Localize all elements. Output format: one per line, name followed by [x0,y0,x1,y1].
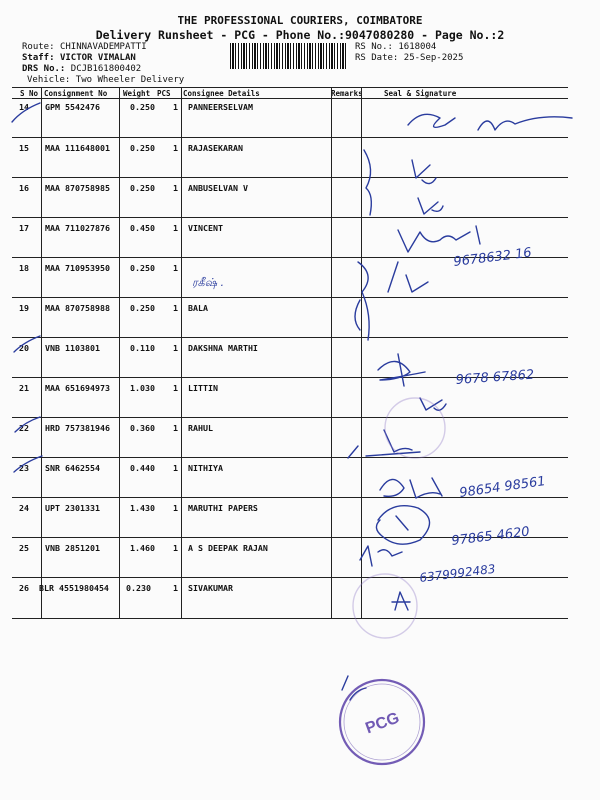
row-weight: 0.360 [130,423,155,433]
row-weight: 0.230 [126,583,151,593]
route-line: Route: CHINNAVADEMPATTI [22,42,147,52]
signature-6 [355,300,360,330]
row-consignment: MAA 651694973 [45,383,110,393]
row-pcs: 1 [173,463,178,473]
row-weight: 0.250 [130,102,155,112]
row-consignee: NITHIYA [188,463,223,473]
handwritten-phone: 6379992483 [418,561,497,585]
signature-10 [380,478,442,498]
company-title: THE PROFESSIONAL COURIERS, COIMBATORE [177,14,423,27]
col-signature-header: Seal & Signature [384,89,457,98]
signature-11 [376,506,429,544]
row-consignee: RAJASEKARAN [188,143,243,153]
row-consignment: HRD 757381946 [45,423,110,433]
row-sno: 14 [19,102,29,112]
row-pcs: 1 [173,503,178,513]
row-consignment: BLR 4551980454 [39,583,109,593]
row-pcs: 1 [173,303,178,313]
row-weight: 0.250 [130,183,155,193]
row-consignment: GPM 5542476 [45,102,100,112]
runsheet-subtitle: Delivery Runsheet - PCG - Phone No.:9047080280 - Page No.:2 [95,28,505,42]
row-pcs: 1 [173,343,178,353]
row-consignee: A S DEEPAK RAJAN [188,543,268,553]
signature-13 [392,592,410,610]
handwritten-phone: 9678632 16 [452,245,533,270]
row-consignment: VNB 2851201 [45,543,100,553]
col-consignee-header: Consignee Details [183,89,260,98]
row-sno: 23 [19,463,29,473]
col-consignment-header: Consignment No [44,89,108,98]
row-weight: 0.250 [130,303,155,313]
row-pcs: 1 [173,543,178,553]
row-sno: 21 [19,383,29,393]
signature-7 [378,354,425,386]
row-weight: 1.430 [130,503,155,513]
row-consignee: PANNEERSELVAM [188,102,253,112]
row-consignment: MAA 710953950 [45,263,110,273]
row-sno: 24 [19,503,29,513]
row-weight: 0.440 [130,463,155,473]
tick-mark [12,103,40,122]
signature-9 [348,430,420,458]
row-consignee: ANBUSELVAN V [188,183,248,193]
row-pcs: 1 [173,223,178,233]
tick-mark [15,417,40,432]
row-consignee: RAHUL [188,423,213,433]
row-consignment: UPT 2301331 [45,503,100,513]
staff-line: Staff: VICTOR VIMALAN [22,53,136,63]
row-pcs: 1 [173,583,178,593]
row-consignment: SNR 6462554 [45,463,100,473]
row-sno: 26 [19,583,29,593]
row-consignment: VNB 1103801 [45,343,100,353]
row-sno: 19 [19,303,29,313]
row-consignee: MARUTHI PAPERS [188,503,258,513]
drs-line: DRS No.: DCJB161800402 [22,64,142,74]
row-consignee: LITTIN [188,383,218,393]
row-consignee: DAKSHNA MARTHI [188,343,258,353]
row-sno: 16 [19,183,29,193]
svg-text:PCG: PCG [363,709,402,738]
row-weight: 0.110 [130,343,155,353]
row-consignee: VINCENT [188,223,223,233]
stamp-faded [353,574,417,638]
row-sno: 22 [19,423,29,433]
row-consignee: BALA [188,303,208,313]
row-consignment: MAA 111648001 [45,143,110,153]
signature-3 [418,198,443,214]
row-weight: 0.250 [130,143,155,153]
handwritten-phone: 97865 4620 [450,524,531,549]
row-pcs: 1 [173,102,178,112]
row-weight: 0.250 [130,263,155,273]
row-sno: 18 [19,263,29,273]
row-weight: 1.030 [130,383,155,393]
row-pcs: 1 [173,143,178,153]
col-weight-header: Weight [123,89,151,98]
handwritten-phone: 9678 67862 [455,367,535,388]
signature-2 [412,160,436,184]
col-remarks-header: Remarks [331,89,363,98]
row-pcs: 1 [173,183,178,193]
row-weight: 1.460 [130,543,155,553]
signature-1 [408,114,572,130]
rs-date-line: RS Date: 25-Sep-2025 [355,53,464,63]
signature-4 [398,226,480,252]
signature-12 [360,546,402,566]
row-sno: 15 [19,143,29,153]
tick-mark [14,336,40,352]
row-sno: 25 [19,543,29,553]
tick-mark [14,456,42,472]
row-consignee: SIVAKUMAR [188,583,233,593]
handwritten-note: ரகீஷ் . [192,276,225,289]
pcg-stamp [340,680,424,764]
vehicle-line: Vehicle: Two Wheeler Delivery [27,75,185,85]
row-pcs: 1 [173,423,178,433]
row-sno: 20 [19,343,29,353]
col-sno-header: S No [20,89,39,98]
row-weight: 0.450 [130,223,155,233]
row-consignment: MAA 870758985 [45,183,110,193]
handwritten-phone: 98654 98561 [458,474,547,501]
row-consignment: MAA 870758988 [45,303,110,313]
row-pcs: 1 [173,263,178,273]
col-pcs-header: PCS [157,89,171,98]
signature-5 [388,262,428,292]
row-sno: 17 [19,223,29,233]
row-consignment: MAA 711027876 [45,223,110,233]
bracket-mark [364,150,371,215]
rs-no-line: RS No.: 1618004 [355,42,437,52]
row-pcs: 1 [173,383,178,393]
stamp-faded [385,398,445,458]
